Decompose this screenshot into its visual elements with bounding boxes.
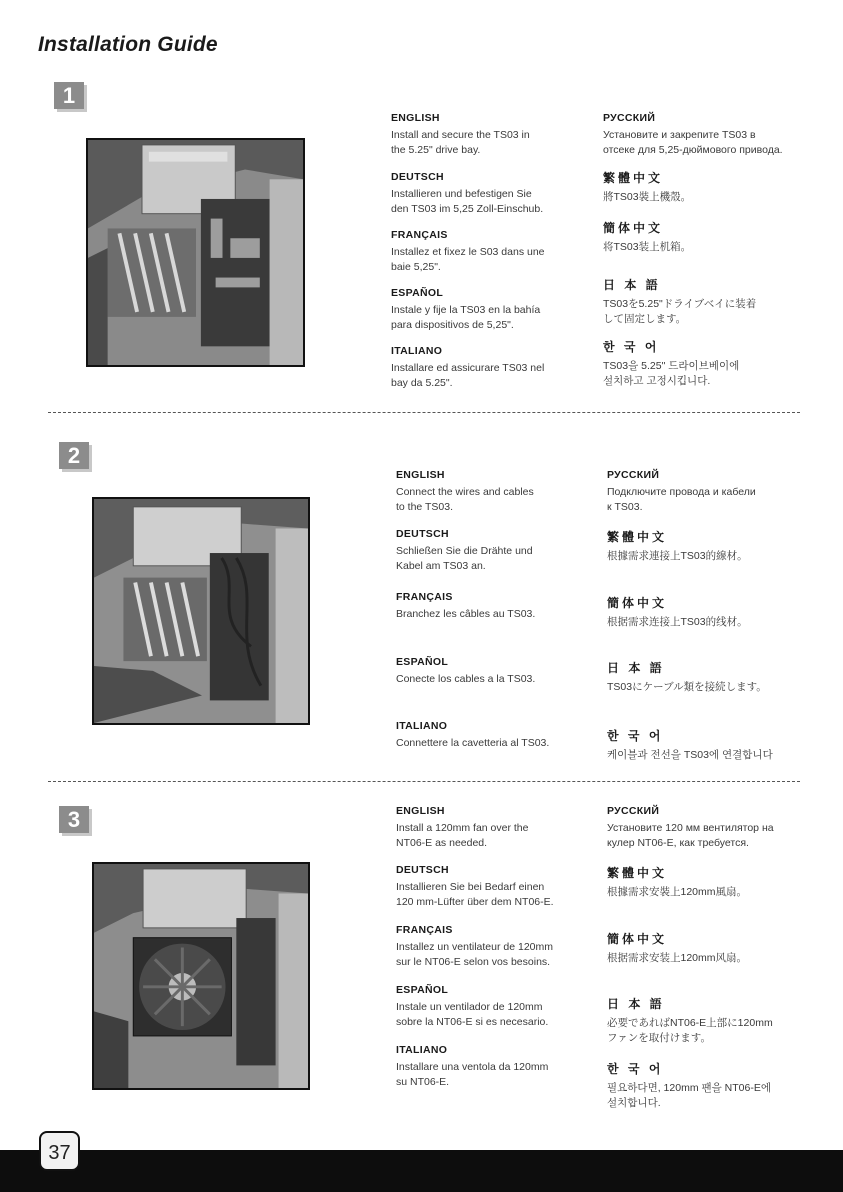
instruction-english: ENGLISH Install a 120mm fan over the NT06-E as needed. xyxy=(396,805,529,849)
footer-bar xyxy=(0,1150,843,1192)
instruction-francais: FRANÇAIS Installez un ventilateur de 120mm sur le NT06-E selon vos besoins. xyxy=(396,924,554,968)
step-1-number: 1 xyxy=(54,82,84,109)
instruction-italiano: ITALIANO Connettere la cavetteria al TS03. xyxy=(396,720,550,749)
step-2-number: 2 xyxy=(59,442,89,469)
instruction-espanol: ESPAÑOL Instale y fije la TS03 en la bahía para dispositivos de 5,25". xyxy=(391,287,541,331)
instruction-english: ENGLISH Connect the wires and cables to the TS03. xyxy=(396,469,534,513)
instruction-simplified-chinese: 簡体中文 根据需求连接上TS03的线材。 xyxy=(607,595,748,628)
instruction-traditional-chinese: 繁體中文 根據需求連接上TS03的線材。 xyxy=(607,530,748,562)
step-2-left-column xyxy=(396,469,601,751)
step-1-right-column xyxy=(603,112,828,388)
instruction-italiano: ITALIANO Installare una ventola da 120mm su NT06-E. xyxy=(396,1044,549,1088)
instruction-english: ENGLISH Install and secure the TS03 in the 5.25" drive bay. xyxy=(391,112,530,156)
instruction-espanol: ESPAÑOL Conecte los cables a la TS03. xyxy=(396,655,536,685)
instruction-russian: РУССКИЙ Установите 120 мм вентилятор на кулер NT06-E, как требуется. xyxy=(607,805,774,849)
instruction-russian: РУССКИЙ Установите и закрепите TS03 в отсеке для 5,25-дюймового привода. xyxy=(603,112,783,156)
instruction-traditional-chinese: 繁體中文 將TS03裝上機殼。 xyxy=(603,171,692,203)
page-number: 37 xyxy=(39,1131,80,1171)
step-1-left-column xyxy=(391,112,596,390)
page-title: Installation Guide xyxy=(38,33,218,56)
instruction-deutsch: DEUTSCH Schließen Sie die Drähte und Kabel am TS03 an. xyxy=(396,528,533,572)
case-interior-drive-bay-image xyxy=(88,140,303,365)
step-3-right-column xyxy=(607,805,832,1110)
instruction-deutsch: DEUTSCH Installieren Sie bei Bedarf einen 120 mm-Lüfter über dem NT06-E. xyxy=(396,864,554,908)
instruction-francais: FRANÇAIS Branchez les câbles au TS03. xyxy=(396,591,536,620)
instruction-traditional-chinese: 繁體中文 根據需求安裝上120mm風扇。 xyxy=(607,866,748,898)
step-3-number: 3 xyxy=(59,806,89,833)
step-1-photo xyxy=(86,138,305,367)
instruction-italiano: ITALIANO Installare ed assicurare TS03 nel bay da 5.25". xyxy=(391,345,545,389)
instruction-korean: 한 국 어 TS03을 5.25" 드라이브베이에 설치하고 고정시킵니다. xyxy=(603,340,740,387)
section-divider xyxy=(48,412,800,413)
step-2-photo xyxy=(92,497,310,725)
instruction-japanese: 日 本 語 TS03にケーブル類を接続します。 xyxy=(607,661,767,693)
instruction-espanol: ESPAÑOL Instale un ventilador de 120mm sobre la NT06-E si es necesario. xyxy=(396,984,549,1028)
step-3-left-column xyxy=(396,805,601,1089)
instruction-japanese: 日 本 語 TS03を5.25"ドライブベイに装着 して固定します。 xyxy=(603,278,757,325)
case-interior-cables-image xyxy=(94,499,308,723)
instruction-simplified-chinese: 簡体中文 将TS03装上机箱。 xyxy=(603,220,692,253)
case-interior-fan-image xyxy=(94,864,308,1088)
step-2-right-column xyxy=(607,469,832,762)
section-divider xyxy=(48,781,800,782)
instruction-korean: 한 국 어 필요하다면, 120mm 팬을 NT06-E에 설치합니다. xyxy=(607,1062,772,1109)
instruction-korean: 한 국 어 케이블과 전선을 TS03에 연결합니다 xyxy=(607,728,773,761)
instruction-simplified-chinese: 簡体中文 根据需求安装上120mm风扇。 xyxy=(607,931,748,964)
instruction-russian: РУССКИЙ Подключите провода и кабели к TS03. xyxy=(607,469,756,513)
instruction-francais: FRANÇAIS Installez et fixez le S03 dans une baie 5,25". xyxy=(391,229,545,273)
instruction-japanese: 日 本 語 必要であればNT06-E上部に120mm ファンを取付けます。 xyxy=(607,997,773,1044)
step-3-photo xyxy=(92,862,310,1090)
instruction-deutsch: DEUTSCH Installieren und befestigen Sie den TS03 im 5,25 Zoll-Einschub. xyxy=(391,171,544,215)
